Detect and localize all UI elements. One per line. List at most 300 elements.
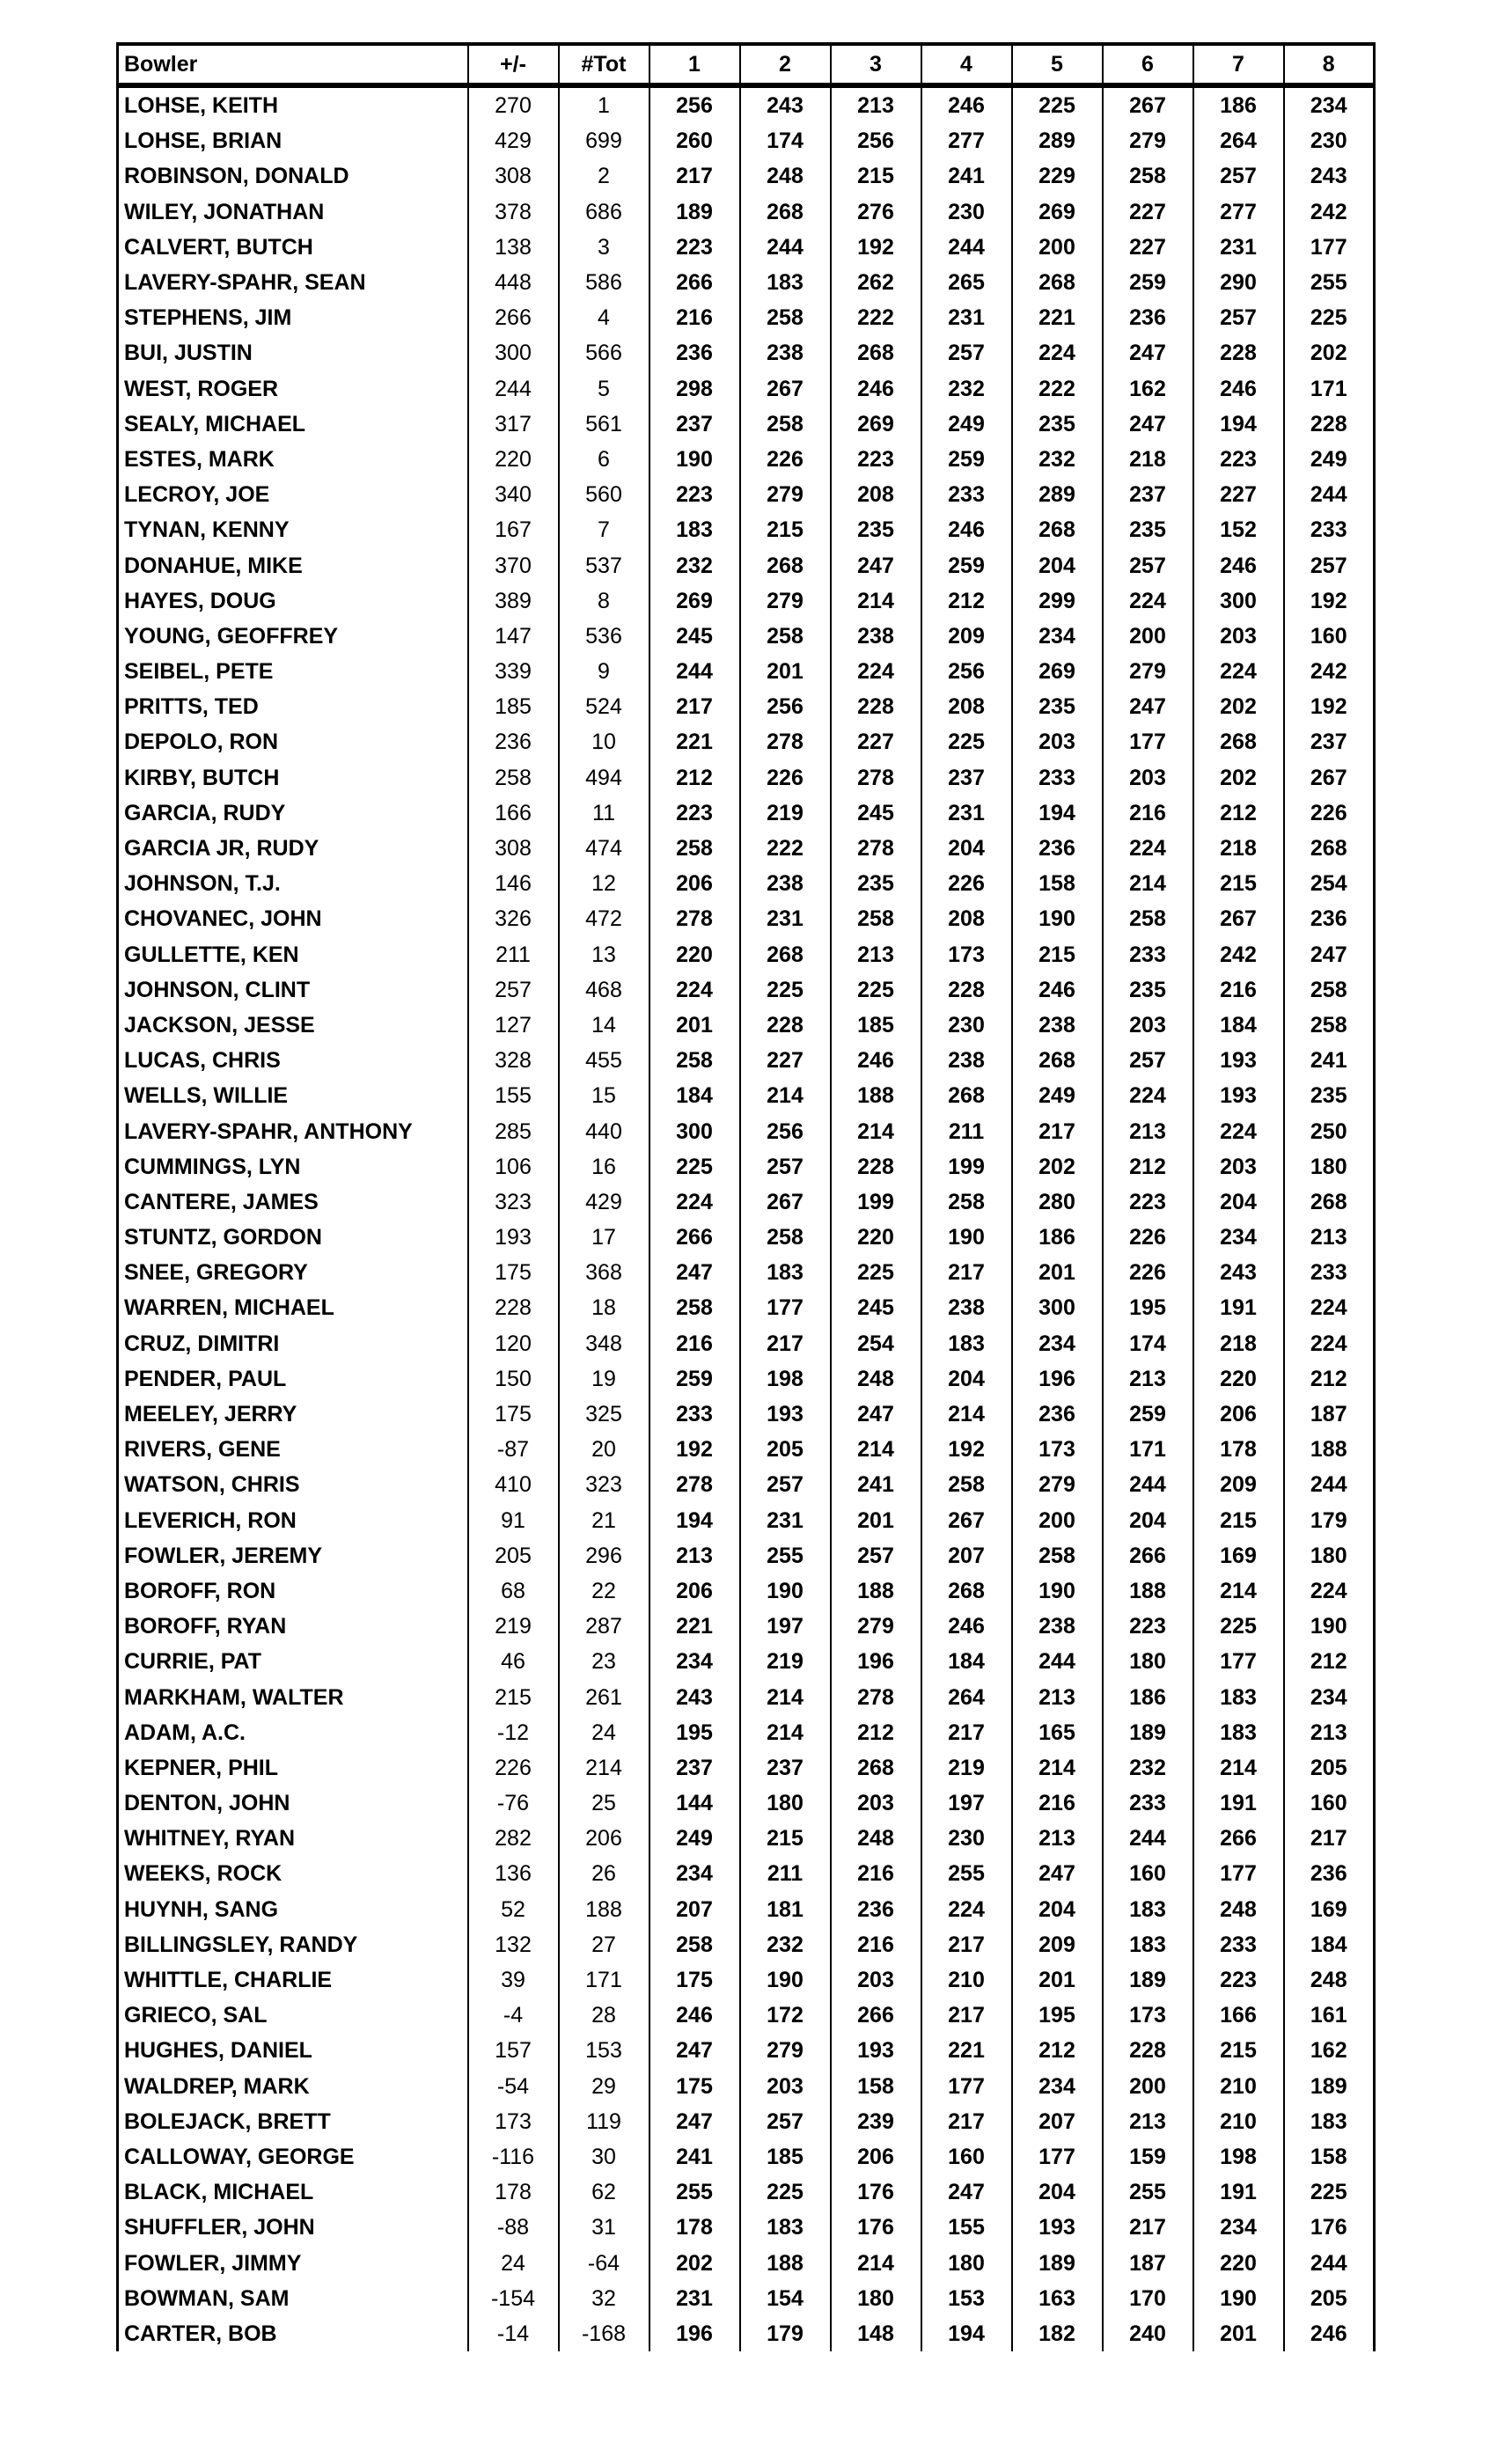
game-5-cell: 234 [1012, 619, 1103, 654]
game-8-cell: 179 [1284, 1503, 1375, 1538]
header-row [118, 44, 1375, 85]
game-3-cell: 248 [831, 1361, 921, 1397]
game-1-cell: 260 [649, 123, 740, 158]
bowler-name-cell: GRIECO, SAL [118, 1998, 468, 2033]
game-6-cell: 200 [1103, 2069, 1193, 2104]
game-8-cell: 183 [1284, 2104, 1375, 2139]
game-1-cell: 247 [649, 1255, 740, 1290]
game-6-cell: 173 [1103, 1998, 1193, 2033]
game-4-cell: 192 [921, 1432, 1012, 1467]
bowler-name-cell: JOHNSON, T.J. [118, 866, 468, 901]
bowler-name-cell: KEPNER, PHIL [118, 1750, 468, 1786]
game-2-cell: 238 [740, 335, 831, 370]
plus-minus-cell: 205 [468, 1538, 559, 1573]
game-1-cell: 278 [649, 901, 740, 936]
total-cell: 27 [559, 1927, 649, 1962]
total-cell: 5 [559, 371, 649, 407]
bowler-name-cell: HUGHES, DANIEL [118, 2033, 468, 2068]
game-3-cell: 213 [831, 85, 921, 123]
table-row [118, 972, 1375, 1008]
game-5-cell: 234 [1012, 1326, 1103, 1361]
game-2-cell: 214 [740, 1715, 831, 1750]
game-1-cell: 190 [649, 442, 740, 477]
game-1-cell: 269 [649, 583, 740, 619]
header-plus-minus: +/- [468, 44, 559, 85]
game-1-cell: 298 [649, 371, 740, 407]
game-7-cell: 209 [1193, 1467, 1284, 1502]
game-4-cell: 264 [921, 1679, 1012, 1714]
game-2-cell: 227 [740, 1043, 831, 1078]
plus-minus-cell: -87 [468, 1432, 559, 1467]
total-cell: 6 [559, 442, 649, 477]
game-1-cell: 234 [649, 1644, 740, 1679]
plus-minus-cell: 46 [468, 1644, 559, 1679]
game-8-cell: 236 [1284, 1856, 1375, 1891]
game-3-cell: 225 [831, 1255, 921, 1290]
game-7-cell: 186 [1193, 85, 1284, 123]
game-7-cell: 191 [1193, 2174, 1284, 2210]
total-cell: 429 [559, 1184, 649, 1220]
game-5-cell: 279 [1012, 1467, 1103, 1502]
game-6-cell: 204 [1103, 1503, 1193, 1538]
game-6-cell: 244 [1103, 1821, 1193, 1856]
game-5-cell: 196 [1012, 1361, 1103, 1397]
game-2-cell: 231 [740, 1503, 831, 1538]
game-4-cell: 208 [921, 901, 1012, 936]
plus-minus-cell: 146 [468, 866, 559, 901]
plus-minus-cell: 185 [468, 689, 559, 724]
game-2-cell: 190 [740, 1573, 831, 1609]
game-7-cell: 268 [1193, 724, 1284, 759]
game-1-cell: 266 [649, 1220, 740, 1255]
game-1-cell: 236 [649, 335, 740, 370]
total-cell: 171 [559, 1962, 649, 1998]
bowler-name-cell: DENTON, JOHN [118, 1786, 468, 1821]
game-4-cell: 244 [921, 230, 1012, 265]
game-6-cell: 237 [1103, 477, 1193, 512]
bowler-name-cell: TYNAN, KENNY [118, 512, 468, 547]
game-4-cell: 238 [921, 1043, 1012, 1078]
total-cell: 2 [559, 158, 649, 194]
game-3-cell: 246 [831, 1043, 921, 1078]
game-1-cell: 258 [649, 1927, 740, 1962]
game-7-cell: 216 [1193, 972, 1284, 1008]
game-6-cell: 232 [1103, 1750, 1193, 1786]
bowler-name-cell: LOHSE, KEITH [118, 85, 468, 123]
plus-minus-cell: -154 [468, 2281, 559, 2316]
bowler-name-cell: BOWMAN, SAM [118, 2281, 468, 2316]
bowler-name-cell: DONAHUE, MIKE [118, 547, 468, 583]
game-7-cell: 204 [1193, 1184, 1284, 1220]
game-6-cell: 224 [1103, 583, 1193, 619]
game-4-cell: 199 [921, 1149, 1012, 1184]
game-1-cell: 224 [649, 1184, 740, 1220]
plus-minus-cell: 136 [468, 1856, 559, 1891]
game-3-cell: 246 [831, 371, 921, 407]
total-cell: 15 [559, 1078, 649, 1113]
game-3-cell: 206 [831, 2139, 921, 2174]
plus-minus-cell: 236 [468, 724, 559, 759]
game-8-cell: 213 [1284, 1715, 1375, 1750]
table-body [118, 85, 1375, 2351]
game-3-cell: 269 [831, 407, 921, 442]
bowler-name-cell: STUNTZ, GORDON [118, 1220, 468, 1255]
total-cell: 296 [559, 1538, 649, 1573]
total-cell: -64 [559, 2245, 649, 2280]
bowler-name-cell: LECROY, JOE [118, 477, 468, 512]
game-1-cell: 223 [649, 796, 740, 831]
game-1-cell: 183 [649, 512, 740, 547]
total-cell: 21 [559, 1503, 649, 1538]
bowler-name-cell: KIRBY, BUTCH [118, 760, 468, 796]
game-1-cell: 258 [649, 1290, 740, 1325]
game-1-cell: 255 [649, 2174, 740, 2210]
game-7-cell: 198 [1193, 2139, 1284, 2174]
bowler-name-cell: WELLS, WILLIE [118, 1078, 468, 1113]
bowler-name-cell: CHOVANEC, JOHN [118, 901, 468, 936]
table-row [118, 1255, 1375, 1290]
game-4-cell: 190 [921, 1220, 1012, 1255]
plus-minus-cell: 120 [468, 1326, 559, 1361]
game-1-cell: 233 [649, 1397, 740, 1432]
game-1-cell: 234 [649, 1856, 740, 1891]
game-5-cell: 249 [1012, 1078, 1103, 1113]
bowler-name-cell: PENDER, PAUL [118, 1361, 468, 1397]
game-6-cell: 226 [1103, 1220, 1193, 1255]
game-1-cell: 237 [649, 407, 740, 442]
plus-minus-cell: 378 [468, 194, 559, 230]
game-3-cell: 256 [831, 123, 921, 158]
game-3-cell: 247 [831, 1397, 921, 1432]
game-3-cell: 223 [831, 442, 921, 477]
game-8-cell: 244 [1284, 2245, 1375, 2280]
game-1-cell: 258 [649, 1043, 740, 1078]
bowler-name-cell: STEPHENS, JIM [118, 300, 468, 335]
game-5-cell: 173 [1012, 1432, 1103, 1467]
game-2-cell: 257 [740, 1149, 831, 1184]
game-7-cell: 248 [1193, 1892, 1284, 1927]
game-3-cell: 222 [831, 300, 921, 335]
plus-minus-cell: 215 [468, 1679, 559, 1714]
game-1-cell: 216 [649, 300, 740, 335]
game-2-cell: 215 [740, 512, 831, 547]
table-row [118, 1856, 1375, 1891]
game-4-cell: 173 [921, 937, 1012, 972]
game-8-cell: 249 [1284, 442, 1375, 477]
game-3-cell: 228 [831, 689, 921, 724]
table-row [118, 1573, 1375, 1609]
game-1-cell: 237 [649, 1750, 740, 1786]
game-7-cell: 242 [1193, 937, 1284, 972]
table-row [118, 760, 1375, 796]
game-7-cell: 191 [1193, 1786, 1284, 1821]
table-row [118, 1715, 1375, 1750]
game-1-cell: 207 [649, 1892, 740, 1927]
game-3-cell: 201 [831, 1503, 921, 1538]
game-4-cell: 221 [921, 2033, 1012, 2068]
game-5-cell: 289 [1012, 123, 1103, 158]
game-1-cell: 256 [649, 85, 740, 123]
plus-minus-cell: 326 [468, 901, 559, 936]
bowler-name-cell: SHUFFLER, JOHN [118, 2210, 468, 2245]
game-4-cell: 226 [921, 866, 1012, 901]
plus-minus-cell: -76 [468, 1786, 559, 1821]
total-cell: 287 [559, 1609, 649, 1644]
game-5-cell: 229 [1012, 158, 1103, 194]
game-1-cell: 247 [649, 2104, 740, 2139]
total-cell: 22 [559, 1573, 649, 1609]
game-3-cell: 208 [831, 477, 921, 512]
total-cell: 537 [559, 547, 649, 583]
game-2-cell: 232 [740, 1927, 831, 1962]
game-2-cell: 268 [740, 937, 831, 972]
game-8-cell: 255 [1284, 265, 1375, 300]
game-4-cell: 197 [921, 1786, 1012, 1821]
game-4-cell: 212 [921, 583, 1012, 619]
bowler-name-cell: SEIBEL, PETE [118, 654, 468, 689]
game-2-cell: 237 [740, 1750, 831, 1786]
game-2-cell: 215 [740, 1821, 831, 1856]
game-3-cell: 220 [831, 1220, 921, 1255]
game-7-cell: 214 [1193, 1750, 1284, 1786]
game-4-cell: 246 [921, 1609, 1012, 1644]
plus-minus-cell: 138 [468, 230, 559, 265]
table-row [118, 1998, 1375, 2033]
table-row [118, 85, 1375, 123]
game-2-cell: 258 [740, 407, 831, 442]
game-4-cell: 217 [921, 1927, 1012, 1962]
game-1-cell: 266 [649, 265, 740, 300]
plus-minus-cell: 285 [468, 1113, 559, 1148]
game-2-cell: 238 [740, 866, 831, 901]
table-row [118, 335, 1375, 370]
game-4-cell: 230 [921, 1008, 1012, 1043]
game-8-cell: 176 [1284, 2210, 1375, 2245]
game-8-cell: 192 [1284, 689, 1375, 724]
table-row [118, 619, 1375, 654]
game-5-cell: 203 [1012, 724, 1103, 759]
game-5-cell: 204 [1012, 1892, 1103, 1927]
game-6-cell: 223 [1103, 1609, 1193, 1644]
game-2-cell: 203 [740, 2069, 831, 2104]
table-row [118, 2245, 1375, 2280]
game-7-cell: 212 [1193, 796, 1284, 831]
plus-minus-cell: 24 [468, 2245, 559, 2280]
game-6-cell: 213 [1103, 1113, 1193, 1148]
game-2-cell: 183 [740, 2210, 831, 2245]
table-row [118, 583, 1375, 619]
game-2-cell: 226 [740, 442, 831, 477]
total-cell: 26 [559, 1856, 649, 1891]
bowler-name-cell: YOUNG, GEOFFREY [118, 619, 468, 654]
game-8-cell: 180 [1284, 1538, 1375, 1573]
game-2-cell: 172 [740, 1998, 831, 2033]
game-8-cell: 267 [1284, 760, 1375, 796]
table-row [118, 1786, 1375, 1821]
plus-minus-cell: -4 [468, 1998, 559, 2033]
game-2-cell: 217 [740, 1326, 831, 1361]
bowler-name-cell: WALDREP, MARK [118, 2069, 468, 2104]
bowler-name-cell: LUCAS, CHRIS [118, 1043, 468, 1078]
plus-minus-cell: 389 [468, 583, 559, 619]
table-row [118, 1397, 1375, 1432]
game-3-cell: 254 [831, 1326, 921, 1361]
plus-minus-cell: 175 [468, 1397, 559, 1432]
table-row [118, 512, 1375, 547]
game-3-cell: 278 [831, 831, 921, 866]
game-8-cell: 268 [1284, 1184, 1375, 1220]
header-game-1: 1 [649, 44, 740, 85]
game-6-cell: 247 [1103, 335, 1193, 370]
game-4-cell: 183 [921, 1326, 1012, 1361]
game-5-cell: 190 [1012, 901, 1103, 936]
bowler-name-cell: WHITTLE, CHARLIE [118, 1962, 468, 1998]
game-6-cell: 257 [1103, 547, 1193, 583]
game-7-cell: 178 [1193, 1432, 1284, 1467]
total-cell: 3 [559, 230, 649, 265]
plus-minus-cell: 317 [468, 407, 559, 442]
bowler-name-cell: BOROFF, RYAN [118, 1609, 468, 1644]
game-5-cell: 234 [1012, 2069, 1103, 2104]
game-4-cell: 217 [921, 1998, 1012, 2033]
game-1-cell: 202 [649, 2245, 740, 2280]
game-2-cell: 198 [740, 1361, 831, 1397]
total-cell: 1 [559, 85, 649, 123]
game-2-cell: 226 [740, 760, 831, 796]
bowler-name-cell: LAVERY-SPAHR, SEAN [118, 265, 468, 300]
game-6-cell: 233 [1103, 1786, 1193, 1821]
game-4-cell: 247 [921, 2174, 1012, 2210]
game-5-cell: 207 [1012, 2104, 1103, 2139]
game-8-cell: 189 [1284, 2069, 1375, 2104]
game-4-cell: 231 [921, 796, 1012, 831]
game-3-cell: 258 [831, 901, 921, 936]
game-4-cell: 160 [921, 2139, 1012, 2174]
game-6-cell: 227 [1103, 194, 1193, 230]
table-row [118, 2174, 1375, 2210]
game-5-cell: 268 [1012, 265, 1103, 300]
game-7-cell: 202 [1193, 760, 1284, 796]
game-7-cell: 166 [1193, 1998, 1284, 2033]
total-cell: 455 [559, 1043, 649, 1078]
game-2-cell: 243 [740, 85, 831, 123]
game-7-cell: 152 [1193, 512, 1284, 547]
plus-minus-cell: 257 [468, 972, 559, 1008]
game-6-cell: 203 [1103, 1008, 1193, 1043]
game-8-cell: 243 [1284, 158, 1375, 194]
total-cell: 536 [559, 619, 649, 654]
game-1-cell: 278 [649, 1467, 740, 1502]
bowler-name-cell: WEEKS, ROCK [118, 1856, 468, 1891]
game-1-cell: 220 [649, 937, 740, 972]
game-3-cell: 236 [831, 1892, 921, 1927]
total-cell: 10 [559, 724, 649, 759]
table-row [118, 1326, 1375, 1361]
game-5-cell: 186 [1012, 1220, 1103, 1255]
game-1-cell: 196 [649, 2316, 740, 2351]
game-3-cell: 241 [831, 1467, 921, 1502]
bowler-name-cell: GARCIA, RUDY [118, 796, 468, 831]
total-cell: 494 [559, 760, 649, 796]
game-4-cell: 255 [921, 1856, 1012, 1891]
game-6-cell: 233 [1103, 937, 1193, 972]
table-row [118, 1043, 1375, 1078]
plus-minus-cell: 219 [468, 1609, 559, 1644]
plus-minus-cell: 282 [468, 1821, 559, 1856]
game-4-cell: 184 [921, 1644, 1012, 1679]
game-3-cell: 245 [831, 1290, 921, 1325]
table-row [118, 1750, 1375, 1786]
game-6-cell: 195 [1103, 1290, 1193, 1325]
game-7-cell: 191 [1193, 1290, 1284, 1325]
table-row [118, 2281, 1375, 2316]
game-8-cell: 213 [1284, 1220, 1375, 1255]
game-4-cell: 194 [921, 2316, 1012, 2351]
game-7-cell: 227 [1193, 477, 1284, 512]
game-4-cell: 259 [921, 442, 1012, 477]
total-cell: 153 [559, 2033, 649, 2068]
game-5-cell: 195 [1012, 1998, 1103, 2033]
game-5-cell: 182 [1012, 2316, 1103, 2351]
table-row [118, 1432, 1375, 1467]
game-2-cell: 154 [740, 2281, 831, 2316]
plus-minus-cell: 147 [468, 619, 559, 654]
table-row [118, 724, 1375, 759]
game-8-cell: 250 [1284, 1113, 1375, 1148]
table-row [118, 689, 1375, 724]
game-5-cell: 213 [1012, 1679, 1103, 1714]
game-7-cell: 194 [1193, 407, 1284, 442]
game-1-cell: 241 [649, 2139, 740, 2174]
header-total: #Tot [559, 44, 649, 85]
bowler-name-cell: LAVERY-SPAHR, ANTHONY [118, 1113, 468, 1148]
game-6-cell: 183 [1103, 1892, 1193, 1927]
bowler-name-cell: CANTERE, JAMES [118, 1184, 468, 1220]
game-4-cell: 208 [921, 689, 1012, 724]
game-6-cell: 203 [1103, 760, 1193, 796]
game-7-cell: 201 [1193, 2316, 1284, 2351]
game-7-cell: 223 [1193, 1962, 1284, 1998]
game-7-cell: 257 [1193, 300, 1284, 335]
total-cell: 62 [559, 2174, 649, 2210]
game-5-cell: 258 [1012, 1538, 1103, 1573]
game-3-cell: 216 [831, 1856, 921, 1891]
game-5-cell: 238 [1012, 1008, 1103, 1043]
game-1-cell: 212 [649, 760, 740, 796]
game-1-cell: 201 [649, 1008, 740, 1043]
game-2-cell: 228 [740, 1008, 831, 1043]
game-3-cell: 215 [831, 158, 921, 194]
game-3-cell: 213 [831, 937, 921, 972]
table-row [118, 1149, 1375, 1184]
game-2-cell: 225 [740, 972, 831, 1008]
game-5-cell: 235 [1012, 407, 1103, 442]
game-3-cell: 224 [831, 654, 921, 689]
game-1-cell: 223 [649, 230, 740, 265]
game-3-cell: 203 [831, 1962, 921, 1998]
table-row [118, 2104, 1375, 2139]
game-6-cell: 183 [1103, 1927, 1193, 1962]
plus-minus-cell: 323 [468, 1184, 559, 1220]
game-5-cell: 300 [1012, 1290, 1103, 1325]
bowler-name-cell: WATSON, CHRIS [118, 1467, 468, 1502]
game-7-cell: 257 [1193, 158, 1284, 194]
game-8-cell: 188 [1284, 1432, 1375, 1467]
plus-minus-cell: 448 [468, 265, 559, 300]
game-6-cell: 189 [1103, 1962, 1193, 1998]
game-4-cell: 204 [921, 831, 1012, 866]
game-3-cell: 214 [831, 2245, 921, 2280]
